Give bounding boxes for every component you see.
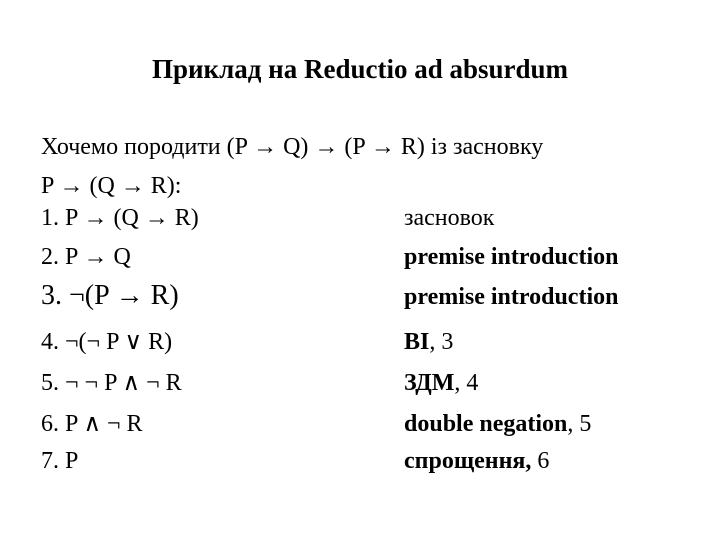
proof-step-5-justification bbox=[404, 368, 478, 398]
proof-step-4-ref: , 3 bbox=[429, 329, 454, 355]
proof-step-5-rule: ЗДМ bbox=[404, 370, 455, 396]
proof-step-5-ref: , 4 bbox=[454, 370, 479, 396]
proof-step-1-rule: засновок bbox=[404, 205, 495, 231]
proof-step-5-formula: 5. ¬ ¬ P ∧ ¬ R bbox=[41, 370, 182, 396]
proof-step-2-rule: premise introduction bbox=[404, 244, 619, 270]
proof-step-3-formula: 3. ¬(P → R) bbox=[41, 280, 179, 311]
proof-step-6-ref: , 5 bbox=[567, 411, 592, 437]
proof-step-4-justification bbox=[404, 327, 453, 357]
proof-step-7-rule: спрощення, bbox=[404, 448, 532, 474]
intro-line-2: P → (Q → R): bbox=[41, 173, 182, 199]
proof-step-6-rule: double negation bbox=[404, 411, 568, 437]
proof-step-1-formula: 1. P → (Q → R) bbox=[41, 205, 199, 231]
proof-step-6-justification bbox=[404, 409, 591, 439]
proof-step-2-justification bbox=[404, 242, 618, 272]
proof-step-7-justification bbox=[404, 446, 549, 476]
proof-step-2-formula: 2. P → Q bbox=[41, 244, 131, 270]
proof-step-4-formula: 4. ¬(¬ P ∨ R) bbox=[41, 329, 173, 355]
proof-step-1-justification bbox=[404, 203, 494, 233]
proof-step-4-rule: ВІ bbox=[404, 329, 430, 355]
intro-line-1: Хочемо породити (P → Q) → (P → R) із засновку bbox=[41, 134, 544, 160]
proof-step-6-formula: 6. P ∧ ¬ R bbox=[41, 411, 143, 437]
proof-step-7-formula: 7. P bbox=[41, 448, 79, 474]
proof-step-7-ref: 6 bbox=[531, 448, 550, 474]
slide-title: Приклад на Reductio ad absurdum bbox=[151, 54, 569, 84]
proof-step-3-justification bbox=[404, 282, 618, 312]
proof-step-3-rule: premise introduction bbox=[404, 284, 619, 310]
